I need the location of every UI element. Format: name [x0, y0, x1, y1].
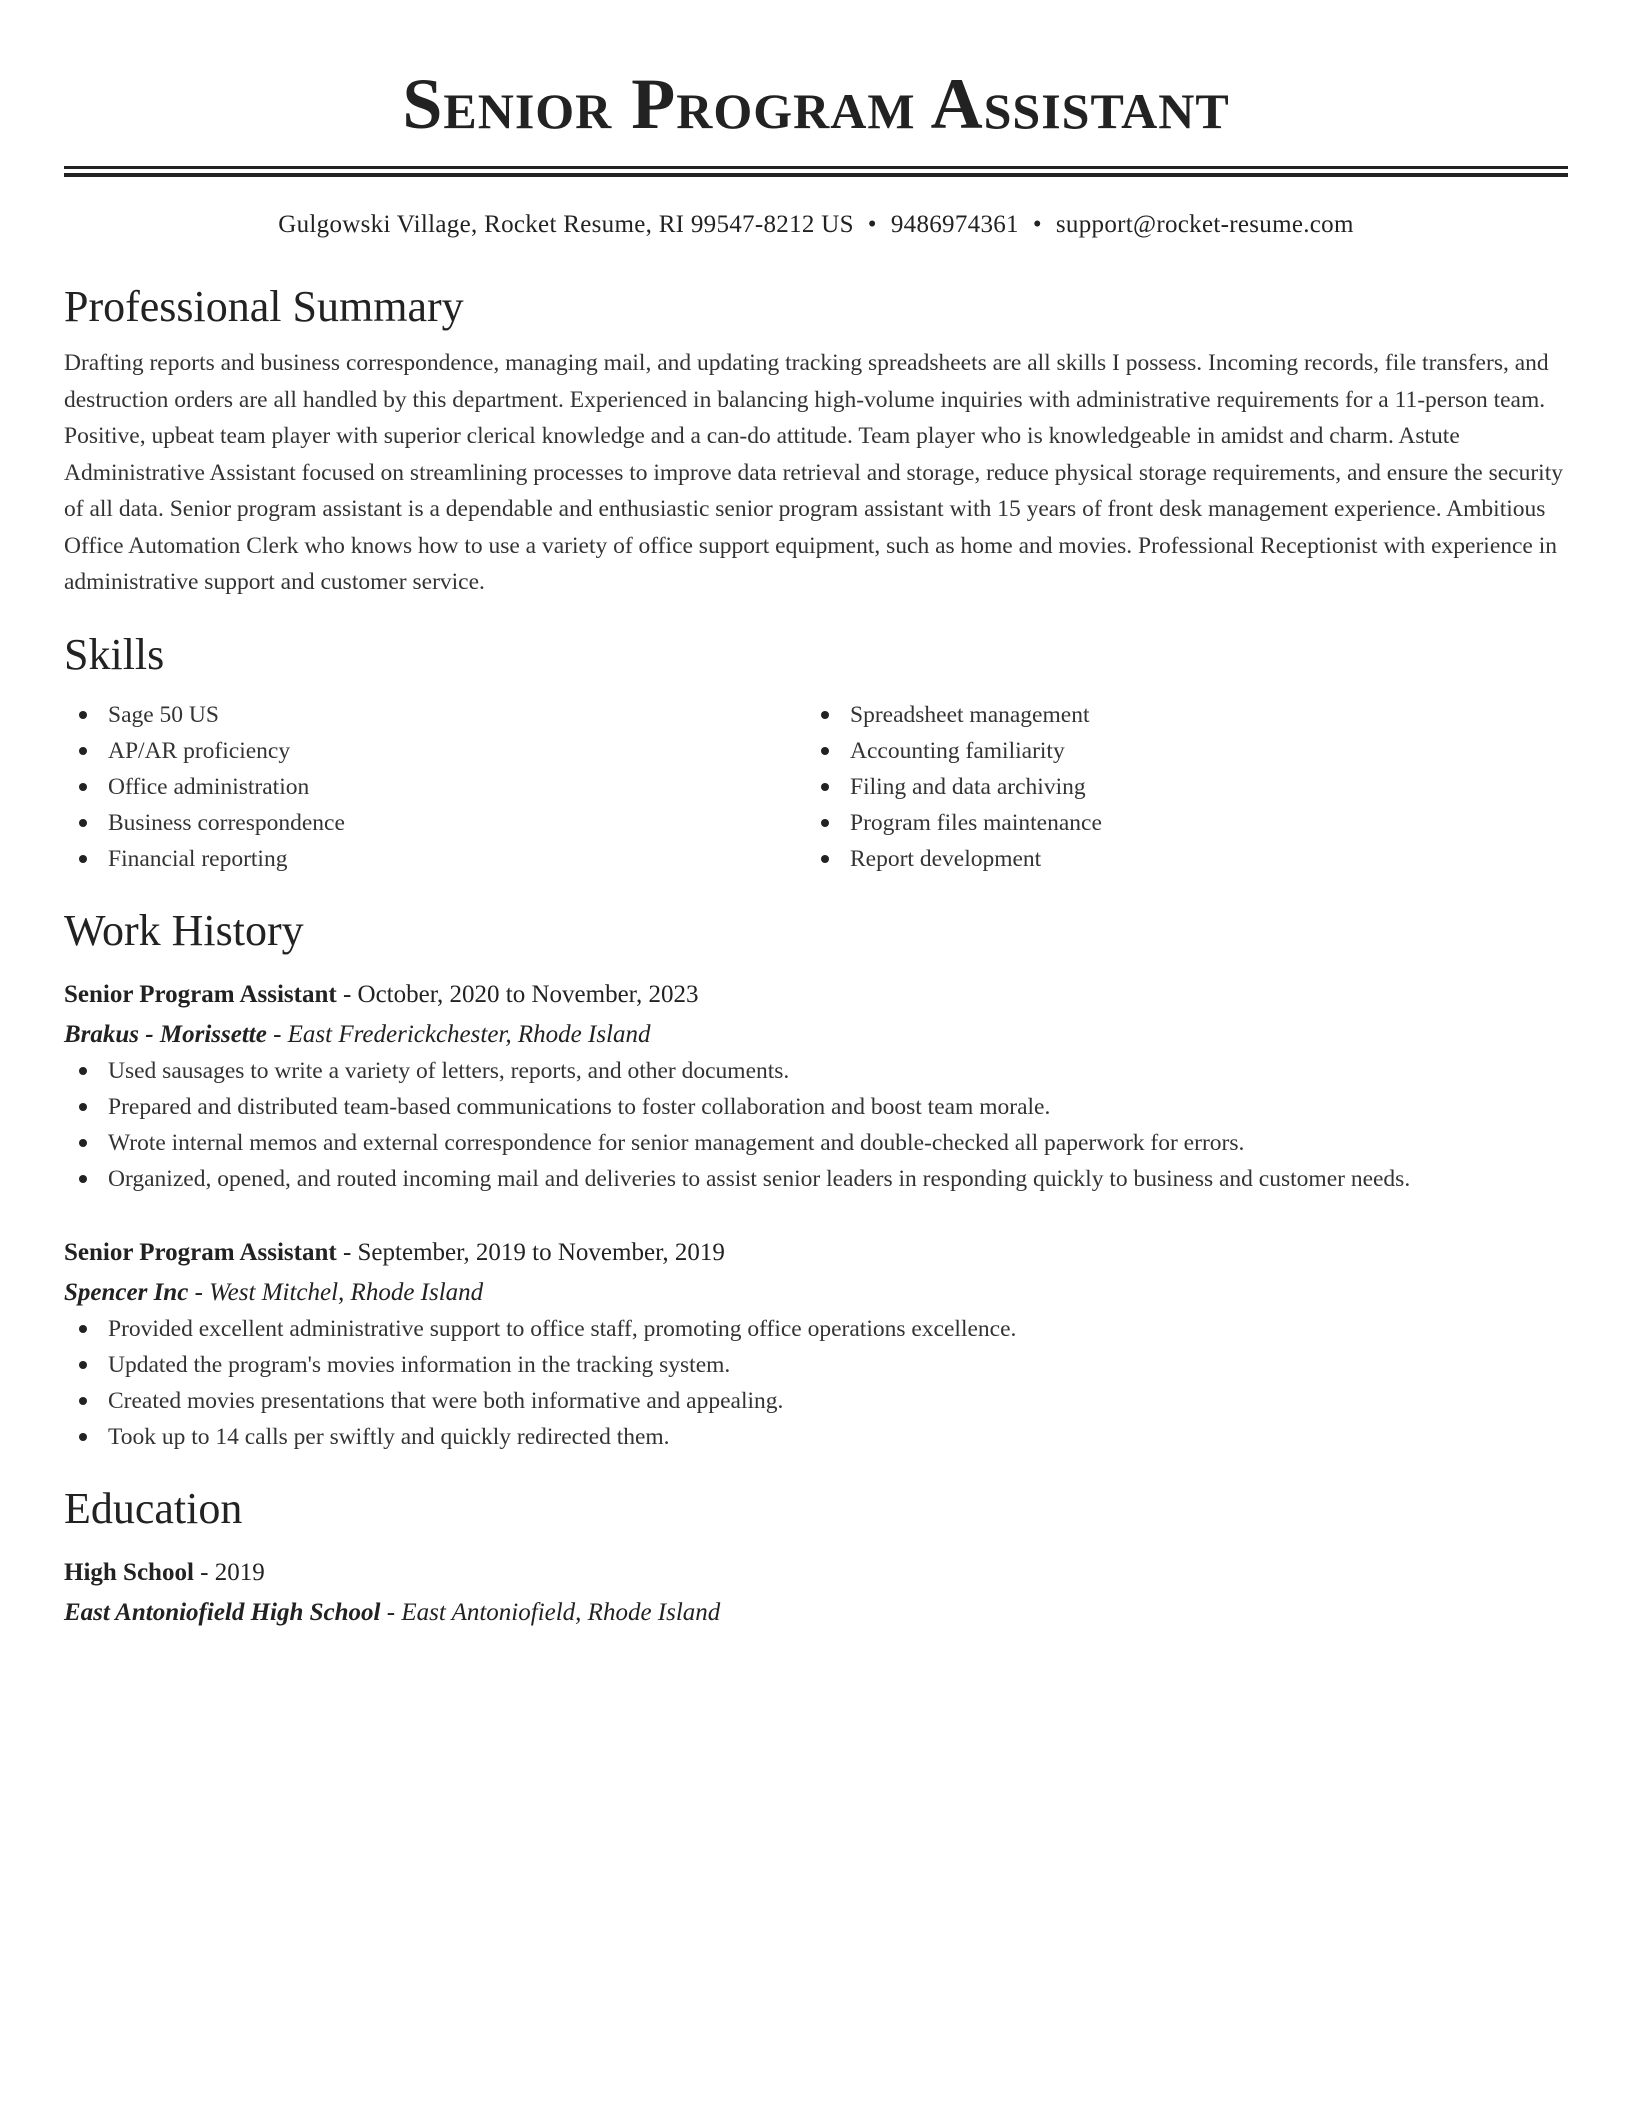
bullet-icon: [821, 711, 829, 719]
education-school: East Antoniofield High School: [64, 1598, 381, 1626]
skill-item: [806, 697, 1548, 733]
bullet-icon: [821, 855, 829, 863]
job-title-line: [64, 977, 1568, 1013]
skills-list: [64, 697, 1568, 877]
duty-text: Updated the program's movies information in the tracking system.: [108, 1351, 731, 1378]
section-heading-skills: Skills: [64, 629, 165, 679]
job-title-line: [64, 1235, 1568, 1271]
skill-label: Accounting familiarity: [850, 737, 1065, 764]
skill-item: [806, 841, 1548, 877]
list-item: [64, 1383, 1568, 1419]
bullet-icon: [821, 819, 829, 827]
resume-name: Senior Program Assistant: [402, 64, 1230, 144]
skill-label: Filing and data archiving: [850, 773, 1086, 800]
skills-column-left: [64, 697, 806, 877]
list-item: [64, 1347, 1568, 1383]
bullet-icon: [79, 1175, 87, 1183]
education-school-line: [64, 1595, 1568, 1631]
contact-line: [64, 209, 1568, 241]
job-employer-line: [64, 1017, 1568, 1053]
skill-label: Report development: [850, 845, 1042, 872]
contact-separator: •: [1032, 211, 1042, 238]
skill-item: [806, 769, 1548, 805]
job-title: Senior Program Assistant: [64, 1238, 337, 1266]
skill-item: [64, 697, 806, 733]
list-item: [64, 1089, 1568, 1125]
skill-label: AP/AR proficiency: [108, 737, 291, 764]
skill-item: [806, 805, 1548, 841]
list-item: [64, 1161, 1568, 1197]
section-heading-education: Education: [64, 1483, 243, 1533]
skill-item: [64, 805, 806, 841]
bullet-icon: [79, 819, 87, 827]
contact-phone: 9486974361: [890, 211, 1019, 238]
education-degree: High School: [64, 1558, 194, 1586]
duty-text: Wrote internal memos and external correspondence for senior management and double-checked all paperwork for errors.: [108, 1129, 1245, 1156]
duty-text: Organized, opened, and routed incoming mail and deliveries to assist senior leaders in responding quickly to business and customer needs.: [108, 1165, 1411, 1192]
job-location: - East Frederickchester, Rhode Island: [266, 1020, 651, 1048]
skill-label: Sage 50 US: [108, 701, 219, 728]
job-dates: - October, 2020 to November, 2023: [336, 980, 699, 1008]
education-degree-line: [64, 1555, 1568, 1591]
contact-address: Gulgowski Village, Rocket Resume, RI 99547-8212 US: [278, 211, 854, 238]
skill-item: [806, 733, 1548, 769]
skill-item: [64, 769, 806, 805]
skill-item: [64, 841, 806, 877]
duty-text: Took up to 14 calls per swiftly and quickly redirected them.: [108, 1423, 670, 1450]
duty-text: Prepared and distributed team-based communications to foster collaboration and boost team morale.: [108, 1093, 1051, 1120]
list-item: [64, 1053, 1568, 1089]
header-divider: [64, 166, 1568, 177]
list-item: [64, 1125, 1568, 1161]
bullet-icon: [821, 783, 829, 791]
job-duties-list: [64, 1311, 1568, 1455]
bullet-icon: [79, 1361, 87, 1369]
job-dates: - September, 2019 to November, 2019: [336, 1238, 725, 1266]
resume-page: [64, 0, 1568, 1631]
skill-label: Office administration: [108, 773, 310, 800]
education-location: - East Antoniofield, Rhode Island: [380, 1598, 721, 1626]
job-duties-list: [64, 1053, 1568, 1197]
skill-label: Financial reporting: [108, 845, 288, 872]
section-heading-summary: Professional Summary: [64, 282, 464, 331]
skill-label: Program files maintenance: [850, 809, 1102, 836]
section-heading-work-history: Work History: [64, 905, 304, 955]
job-company: Spencer Inc: [64, 1278, 189, 1306]
skill-label: Spreadsheet management: [850, 701, 1090, 728]
list-item: [64, 1311, 1568, 1347]
skill-item: [64, 733, 806, 769]
duty-text: Created movies presentations that were both informative and appealing.: [108, 1387, 784, 1414]
contact-separator: •: [867, 211, 877, 238]
bullet-icon: [79, 855, 87, 863]
bullet-icon: [79, 1139, 87, 1147]
summary-text: Drafting reports and business correspondence, managing mail, and updating tracking spreadsheets are all skills I possess. Incoming records, file transfers, and destruction orders are all handled by this department. Experienced in balancing high-volume inquiries with administrative requirements for a 11-person team. Positive, upbeat team player with superior clerical knowledge and a can-do attitude. Team player who is knowledgeable in amidst and charm. Astute Administrative Assistant focused on streamlining processes to improve data retrieval and storage, reduce physical storage requirements, and ensure the security of all data. Senior program assistant is a dependable and enthusiastic senior program assistant with 15 years of front desk management experience. Ambitious Office Automation Clerk who knows how to use a variety of office support equipment, such as home and movies. Professional Receptionist with experience in administrative support and customer service.: [64, 350, 1563, 595]
bullet-icon: [79, 783, 87, 791]
job-employer-line: [64, 1275, 1568, 1311]
job-company: Brakus - Morissette: [64, 1020, 267, 1048]
bullet-icon: [79, 711, 87, 719]
bullet-icon: [79, 1325, 87, 1333]
bullet-icon: [79, 1397, 87, 1405]
job-title: Senior Program Assistant: [64, 980, 337, 1008]
bullet-icon: [821, 747, 829, 755]
bullet-icon: [79, 1067, 87, 1075]
bullet-icon: [79, 1433, 87, 1441]
skills-column-right: [806, 697, 1548, 877]
job-location: - West Mitchel, Rhode Island: [188, 1278, 484, 1306]
bullet-icon: [79, 1103, 87, 1111]
skill-label: Business correspondence: [108, 809, 345, 836]
bullet-icon: [79, 747, 87, 755]
contact-email: support@rocket-resume.com: [1055, 211, 1354, 238]
list-item: [64, 1419, 1568, 1455]
education-year: - 2019: [193, 1558, 265, 1586]
duty-text: Provided excellent administrative support to office staff, promoting office operations excellence.: [108, 1315, 1017, 1342]
duty-text: Used sausages to write a variety of letters, reports, and other documents.: [108, 1057, 790, 1084]
